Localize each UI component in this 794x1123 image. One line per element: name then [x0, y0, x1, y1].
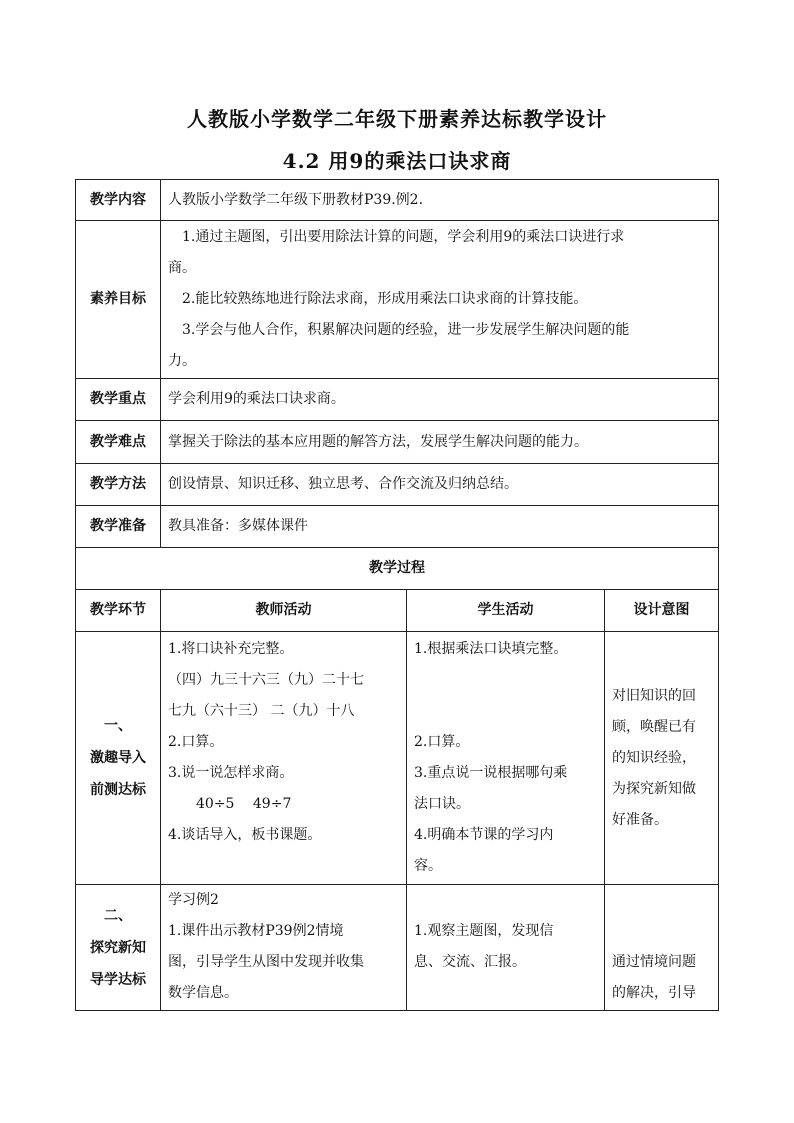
process-header-row: [76, 590, 719, 632]
activity-line: 息、交流、汇报。: [414, 954, 526, 970]
row-value: 创设情景、知识迁移、独立思考、合作交流及归纳总结。: [161, 464, 719, 506]
row-literacy-goals: [76, 221, 719, 379]
stage-2-row: [76, 885, 719, 1011]
row-difficulties: [76, 421, 719, 464]
activity-line: 1.将口诀补充完整。: [168, 641, 294, 657]
activity-line: 4.明确本节课的学习内: [414, 827, 554, 843]
activity-line: 2.口算。: [414, 734, 470, 750]
stage-name-line: 激趣导入: [90, 750, 146, 766]
column-header: 教师活动: [161, 590, 407, 632]
row-value: 人教版小学数学二年级下册教材P39.例2.: [161, 180, 719, 221]
row-teaching-content: [76, 180, 719, 221]
document-title: 人教版小学数学二年级下册素养达标教学设计: [187, 107, 607, 131]
activity-line: 七九（六十三） 二（九）十八: [168, 703, 355, 719]
intent-line: 顾，唤醒已有: [612, 718, 696, 735]
activity-line: 3.说一说怎样求商。: [168, 765, 294, 781]
row-label: 教学内容: [76, 180, 161, 221]
stage-name-line: 导学达标: [90, 971, 146, 988]
teacher-activity: [161, 885, 407, 1011]
row-label: 教学准备: [76, 506, 161, 548]
stage-1-row: [76, 632, 719, 885]
student-activity: [407, 885, 605, 1011]
design-intent: [605, 885, 719, 1011]
intent-line: 通过情境问题: [612, 954, 696, 970]
row-key-points: [76, 379, 719, 421]
activity-line: 2.口算。: [168, 734, 224, 750]
activity-line: 容。: [414, 858, 442, 874]
lesson-title: 4.2 用9的乘法口诀求商: [282, 149, 512, 173]
activity-line: 法口诀。: [414, 796, 470, 812]
intent-line: 好准备。: [612, 811, 668, 828]
intent-line: 为探究新知做: [612, 780, 696, 797]
row-label: 教学重点: [76, 379, 161, 421]
row-value: 学会利用9的乘法口诀求商。: [161, 379, 719, 421]
activity-line: 1.课件出示教材P39例2情境: [168, 923, 344, 939]
column-header: 教学环节: [76, 590, 161, 632]
activity-line: 1.观察主题图，发现信: [414, 923, 554, 939]
row-preparation: [76, 506, 719, 548]
stage-name: [76, 885, 161, 1011]
activity-line: 40÷5 49÷7: [196, 796, 292, 812]
teacher-activity: [161, 632, 407, 885]
activity-line: 学习例2: [168, 892, 219, 908]
row-label: 教学方法: [76, 464, 161, 506]
row-value: 掌握关于除法的基本应用题的解答方法，发展学生解决问题的能力。: [161, 421, 719, 464]
activity-line: 4.谈话导入，板书课题。: [168, 827, 322, 843]
stage-name-line: 前测达标: [90, 782, 146, 798]
student-activity: [407, 632, 605, 885]
stage-name-line: 一、: [104, 718, 132, 734]
activity-line: 数学信息。: [168, 985, 238, 1001]
row-value: [161, 221, 719, 379]
row-value: 教具准备：多媒体课件: [161, 506, 719, 548]
row-label: 教学难点: [76, 421, 161, 464]
goal-line: 2.能比较熟练地进行除法求商，形成用乘法口诀求商的计算技能。: [182, 291, 588, 307]
goal-line: 1.通过主题图，引出要用除法计算的问题，学会利用9的乘法口诀进行求: [182, 229, 625, 245]
lesson-plan-table: [75, 179, 719, 1011]
intent-line: 的解决，引导: [612, 985, 696, 1001]
activity-line: 1.根据乘法口诀填完整。: [414, 641, 568, 657]
activity-line: （四）九三十六三（九）二十七: [168, 672, 364, 688]
process-heading-row: [76, 548, 719, 590]
goal-line: 商。: [168, 260, 196, 276]
stage-name-line: 探究新知: [90, 939, 146, 956]
stage-name-line: 二、: [104, 907, 132, 924]
row-label: 素养目标: [76, 221, 161, 379]
activity-line: 图，引导学生从图中发现并收集: [168, 954, 364, 970]
intent-line: 的知识经验，: [612, 749, 696, 766]
stage-name: [76, 632, 161, 885]
activity-line: 3.重点说一说根据哪句乘: [414, 765, 568, 781]
design-intent: [605, 632, 719, 885]
goal-line: 力。: [168, 353, 196, 369]
process-heading: 教学过程: [76, 548, 719, 590]
column-header: 学生活动: [407, 590, 605, 632]
column-header: 设计意图: [605, 590, 719, 632]
goal-line: 3.学会与他人合作，积累解决问题的经验，进一步发展学生解决问题的能: [182, 322, 630, 338]
row-methods: [76, 464, 719, 506]
intent-line: 对旧知识的回: [612, 687, 696, 704]
